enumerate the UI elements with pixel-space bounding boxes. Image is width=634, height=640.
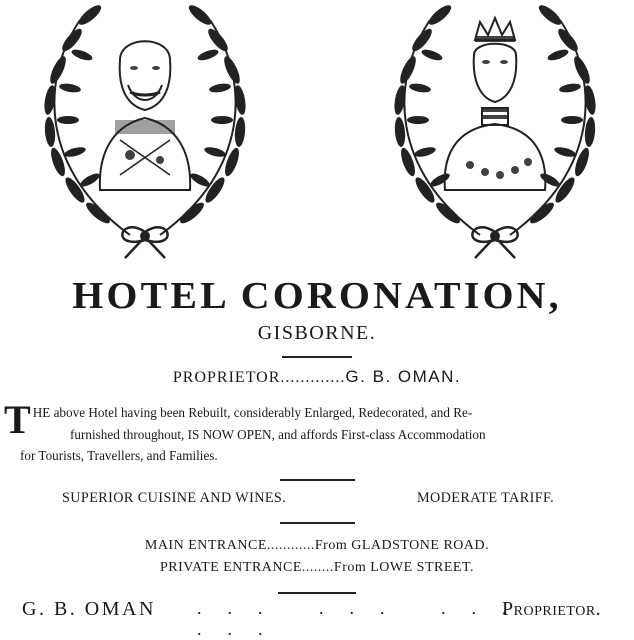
dropcap-letter: T [4,397,31,442]
queen-portrait-icon [370,0,620,262]
footer-name: G. B. OMAN [22,598,156,620]
proprietor-line [0,367,634,387]
divider [282,356,352,358]
tariff-text: MODERATE TARIFF. [417,490,555,506]
announcement-line-2: furnished throughout, IS NOW OPEN, and affords First-class Accommodation [70,426,486,442]
divider [280,522,355,524]
hotel-title: HOTEL CORONATION, [72,275,562,317]
announcement-line-1: HE above Hotel having been Rebuilt, considerably Enlarged, Redecorated, and Re- [32,405,473,420]
main-entrance: MAIN ENTRANCE............From GLADSTONE ROAD. [144,538,490,553]
amenities-line [62,490,602,507]
proprietor-leader: ............. [280,369,346,386]
announcement-paragraph [4,397,634,467]
king-portrait-icon [20,0,270,262]
cuisine-text: SUPERIOR CUISINE AND WINES. [62,490,287,506]
divider [280,479,355,481]
private-entrance: PRIVATE ENTRANCE........From LOWE STREET. [160,560,474,575]
footer-dots: ... ... ... ... [197,598,533,639]
proprietor-label: PROPRIETOR [172,369,281,386]
proprietor-name: G. B. OMAN. [345,367,462,386]
hotel-location: GISBORNE. [257,322,377,344]
divider [278,592,356,594]
announcement-line-3: for Tourists, Travellers, and Families. [20,448,218,463]
footer-role: Proprietor. [502,598,602,620]
